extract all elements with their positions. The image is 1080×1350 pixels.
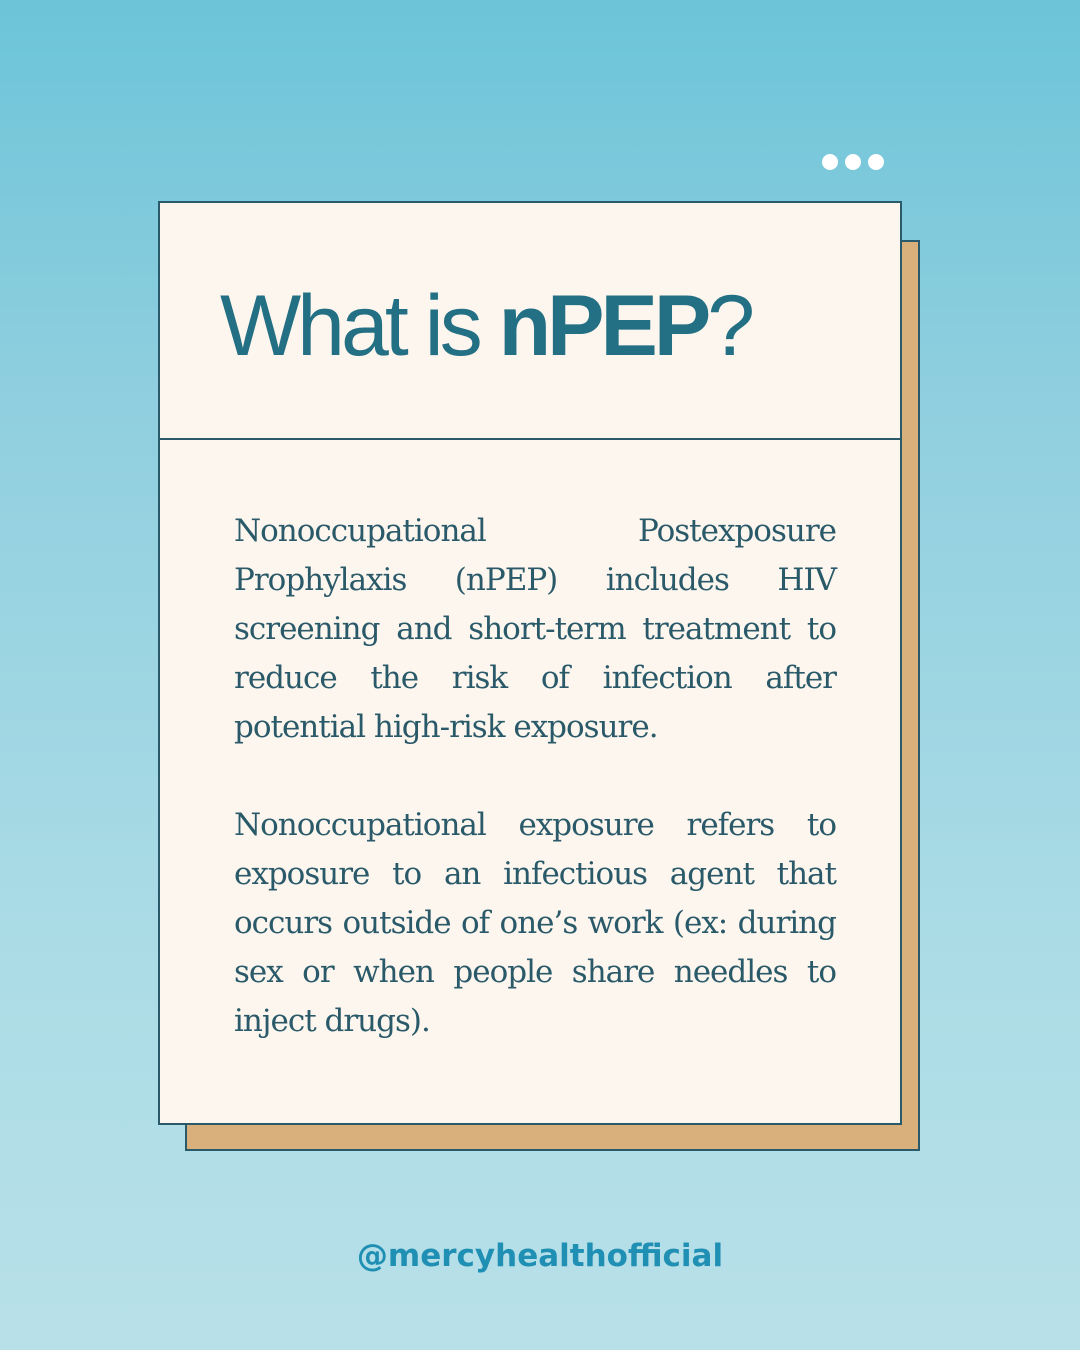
paragraph-definition: Nonoccupational Postexposure Prophylaxis (nPEP) includes HIV screening and short-term treatment to reduce the risk of infection after potential high-risk exposure.	[234, 513, 836, 745]
dot	[822, 154, 838, 170]
card-header	[160, 203, 900, 440]
more-dots-icon	[822, 154, 884, 170]
info-card	[158, 201, 902, 1125]
card-body	[234, 507, 836, 1046]
paragraph-exposure: Nonoccupational exposure refers to exposure to an infectious agent that occurs outside of one’s work (ex: during sex or when people share needles to inject drugs).	[234, 807, 836, 1039]
dot	[845, 154, 861, 170]
title-suffix: ?	[707, 278, 752, 374]
title-regular: What is	[220, 278, 499, 374]
title-bold: nPEP	[498, 278, 708, 374]
dot	[868, 154, 884, 170]
page-title	[220, 278, 752, 374]
social-handle: @mercyhealthofficial	[356, 1238, 724, 1274]
